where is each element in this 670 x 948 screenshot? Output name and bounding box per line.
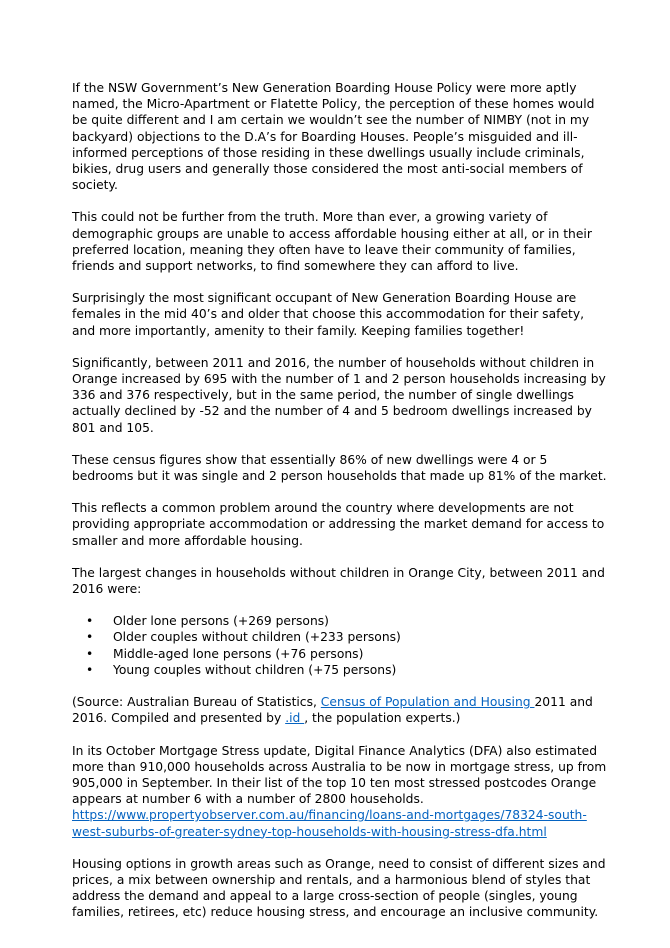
census-link[interactable]: Census of Population and Housing xyxy=(320,695,535,710)
paragraph-housing-options: Housing options in growth areas such as Orange, need to consist of different sizes and prices, a mix between ownership and rentals, and a harmonious blend of styles that address the demand and appeal to a large cross-section of people (singles, young families, retirees, etc) reduce housing stress, and encourage an inclusive community. xyxy=(72,856,606,920)
list-item xyxy=(86,646,610,662)
list-item-text: Middle-aged lone persons (+76 persons) xyxy=(113,646,364,661)
mortgage-stress-text: In its October Mortgage Stress update, Digital Finance Analytics (DFA) also estimated more than 910,000 households across Australia to be now in mortgage stress, up from 905,000 in September. In their list of the top 10 ten most stressed postcodes Orange appears at number 6 with a number of 2800 households. xyxy=(72,743,607,807)
bullet-icon: • xyxy=(86,630,94,645)
paragraph-common-problem: This reflects a common problem around the country where developments are not providing appropriate accommodation or addressing the market demand for access to smaller and more affordable housing. xyxy=(72,501,605,548)
bullet-icon: • xyxy=(86,614,94,629)
source-text-start: (Source: Australian Bureau of Statistics, xyxy=(72,695,321,710)
list-item xyxy=(86,613,610,629)
list-item xyxy=(86,662,610,678)
bullet-icon: • xyxy=(86,646,94,661)
paragraph-largest-changes-intro: The largest changes in households without children in Orange City, between 2011 and 2016 were: xyxy=(72,565,605,597)
document-page xyxy=(72,80,610,921)
paragraph-mortgage-stress xyxy=(72,743,610,840)
paragraph-boarding-house-policy: If the NSW Government’s New Generation Boarding House Policy were more aptly named, the Micro-Apartment or Flatette Policy, the perception of these homes would be quite different and I am certain we wouldn’t see the number of NIMBY (not in my backyard) objections to the D.A’s for Boarding Houses. People’s misguided and ill-informed perceptions of those residing in these dwellings usually include criminals, bikies, drug users and generally those considered the most anti-social members of society. xyxy=(72,81,595,193)
paragraph-census-figures: These census figures show that essentially 86% of new dwellings were 4 or 5 bedrooms but it was single and 2 person households that made up 81% of the market. xyxy=(72,452,607,484)
id-link[interactable]: .id xyxy=(285,711,305,726)
list-item-text: Older lone persons (+269 persons) xyxy=(113,614,329,629)
source-text-end: , the population experts.) xyxy=(304,711,461,726)
list-item xyxy=(86,629,610,645)
paragraph-census-changes: Significantly, between 2011 and 2016, the number of households without children in Orange increased by 695 with the number of 1 and 2 person households increasing by 336 and 376 respectively, but in the same period, the number of single dwellings actually declined by -52 and the number of 4 and 5 bedroom dwellings increased by 801 and 105. xyxy=(72,355,606,435)
bullet-icon: • xyxy=(86,662,94,677)
source-text-middle: 2011 and 2016. Compiled and presented by xyxy=(72,695,593,726)
paragraph-significant-occupant: Surprisingly the most significant occupant of New Generation Boarding House are females in the mid 40’s and older that choose this accommodation for their safety, and more importantly, amenity to their family. Keeping families together! xyxy=(72,291,585,338)
household-changes-list xyxy=(72,613,610,678)
paragraph-source-citation xyxy=(72,694,610,726)
list-item-text: Young couples without children (+75 persons) xyxy=(113,662,397,677)
paragraph-affordable-housing: This could not be further from the truth. More than ever, a growing variety of demographic groups are unable to access affordable housing either at all, or in their preferred location, meaning they often have to leave their community of families, friends and support networks, to find somewhere they can afford to live. xyxy=(72,210,592,274)
property-observer-link[interactable]: https://www.propertyobserver.com.au/financing/loans-and-mortgages/78324-south-west-suburbs-of-greater-sydney-top-households-with-housing-stress-dfa.html xyxy=(72,808,587,839)
list-item-text: Older couples without children (+233 persons) xyxy=(113,630,401,645)
